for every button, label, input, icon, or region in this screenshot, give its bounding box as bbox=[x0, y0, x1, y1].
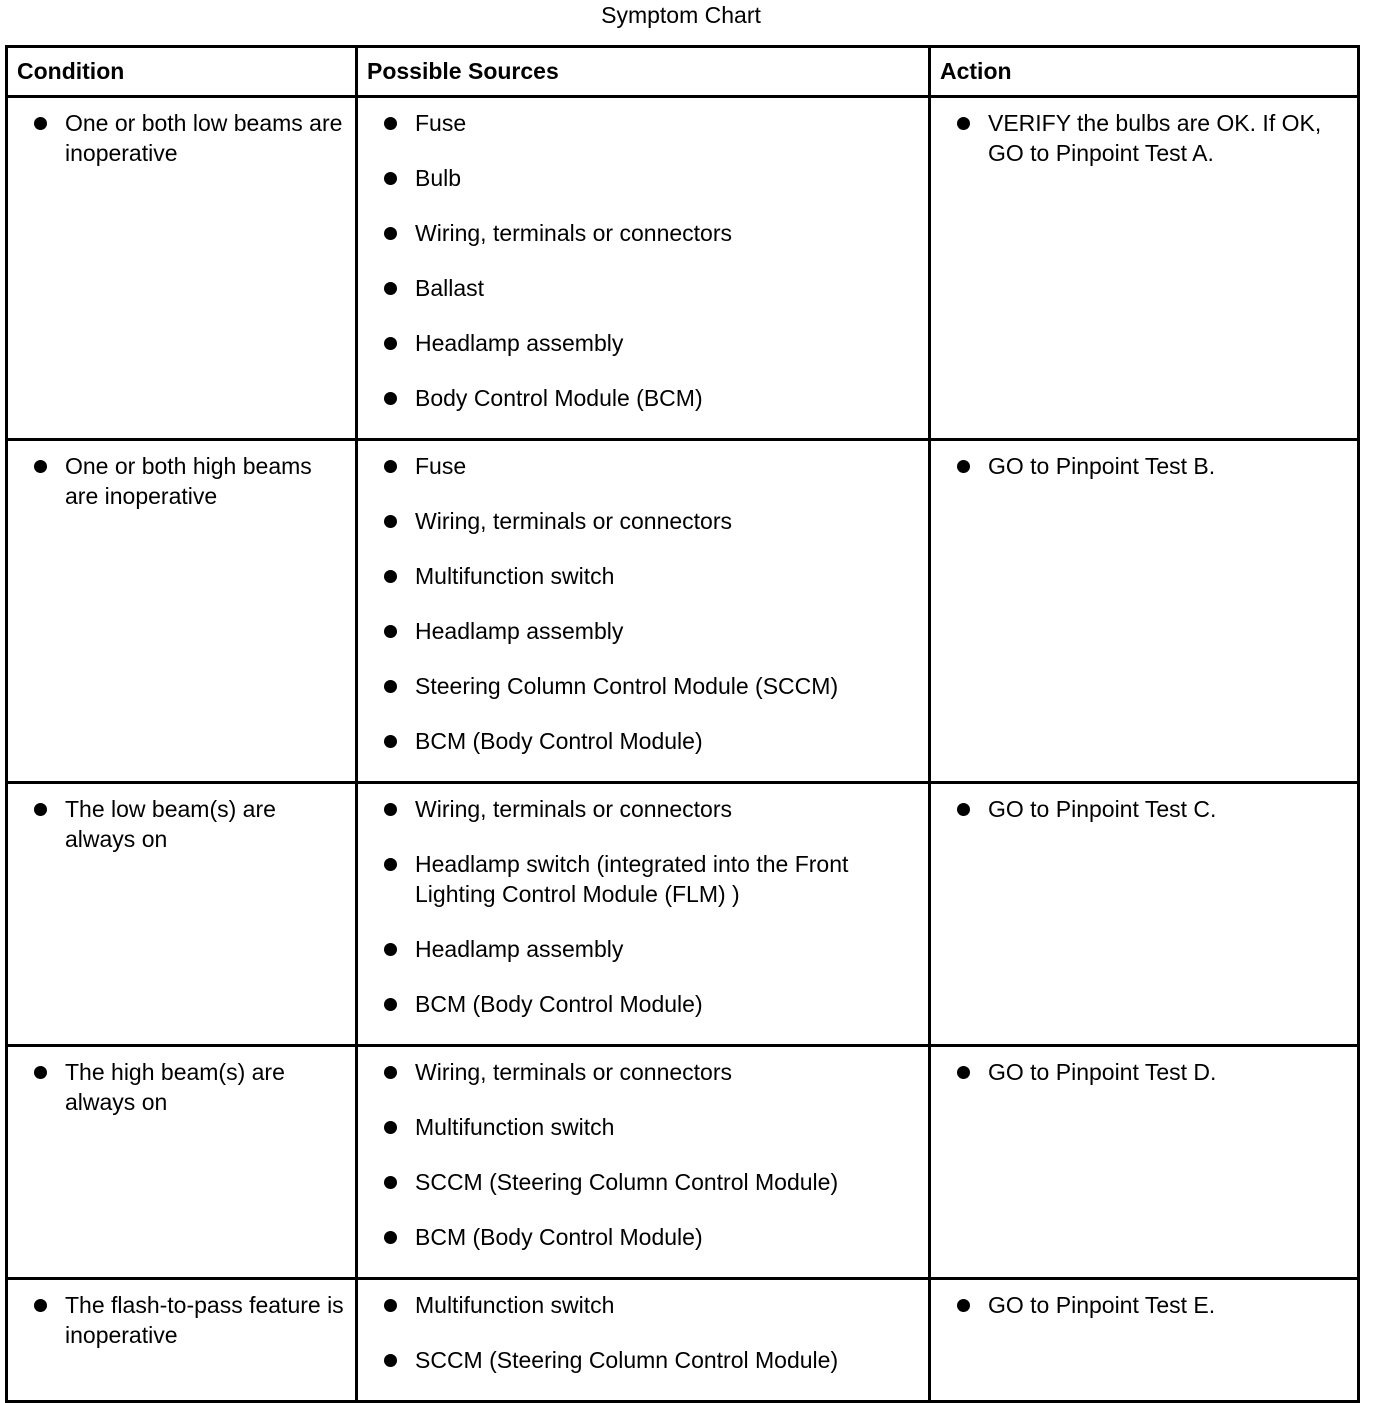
item-text: Multifunction switch bbox=[415, 563, 615, 589]
list-item bbox=[358, 506, 928, 536]
bullet-icon bbox=[384, 460, 397, 473]
bullet-icon bbox=[384, 625, 397, 638]
item-text: Wiring, terminals or connectors bbox=[415, 508, 732, 534]
list-item bbox=[358, 273, 928, 303]
item-text: Wiring, terminals or connectors bbox=[415, 796, 732, 822]
list-item bbox=[931, 108, 1357, 168]
item-text: BCM (Body Control Module) bbox=[415, 1224, 703, 1250]
bullet-icon bbox=[34, 117, 47, 130]
list-item bbox=[358, 1222, 928, 1252]
bullet-icon bbox=[384, 1176, 397, 1189]
list-item bbox=[8, 108, 355, 168]
chart-title: Symptom Chart bbox=[601, 2, 761, 28]
action-cell bbox=[930, 1046, 1359, 1279]
action-list bbox=[931, 441, 1357, 481]
item-text: Body Control Module (BCM) bbox=[415, 385, 703, 411]
bullet-icon bbox=[384, 172, 397, 185]
item-text: Wiring, terminals or connectors bbox=[415, 220, 732, 246]
condition-list bbox=[8, 98, 355, 168]
item-text: Headlamp switch (integrated into the Front Lighting Control Module (FLM) ) bbox=[415, 851, 849, 907]
bullet-icon bbox=[384, 337, 397, 350]
bullet-icon bbox=[384, 943, 397, 956]
item-text: Fuse bbox=[415, 453, 467, 479]
action-list bbox=[931, 1280, 1357, 1320]
list-item bbox=[8, 794, 355, 854]
action-cell bbox=[930, 440, 1359, 783]
condition-cell bbox=[7, 97, 357, 440]
item-text: Headlamp assembly bbox=[415, 618, 624, 644]
list-item bbox=[358, 671, 928, 701]
list-item bbox=[358, 1345, 928, 1375]
item-text: Fuse bbox=[415, 110, 467, 136]
bullet-icon bbox=[957, 803, 970, 816]
symptom-table bbox=[5, 45, 1360, 1403]
list-item bbox=[358, 989, 928, 1019]
item-text: The high beam(s) are always on bbox=[65, 1059, 285, 1115]
action-list bbox=[931, 1047, 1357, 1087]
item-text: Multifunction switch bbox=[415, 1114, 615, 1140]
table-row bbox=[7, 440, 1359, 783]
list-item bbox=[358, 108, 928, 138]
list-item bbox=[358, 561, 928, 591]
bullet-icon bbox=[957, 117, 970, 130]
list-item bbox=[931, 794, 1357, 824]
bullet-icon bbox=[384, 803, 397, 816]
condition-list bbox=[8, 784, 355, 854]
header-action: Action bbox=[930, 47, 1359, 97]
condition-cell bbox=[7, 440, 357, 783]
item-text: GO to Pinpoint Test E. bbox=[988, 1292, 1216, 1318]
item-text: VERIFY the bulbs are OK. If OK, GO to Pinpoint Test A. bbox=[988, 110, 1322, 166]
table-row bbox=[7, 1046, 1359, 1279]
item-text: One or both high beams are inoperative bbox=[65, 453, 312, 509]
bullet-icon bbox=[957, 1066, 970, 1079]
sources-list bbox=[358, 1280, 928, 1375]
header-row bbox=[7, 47, 1359, 97]
item-text: One or both low beams are inoperative bbox=[65, 110, 343, 166]
list-item bbox=[358, 163, 928, 193]
list-item bbox=[8, 1057, 355, 1117]
bullet-icon bbox=[384, 1231, 397, 1244]
sources-list bbox=[358, 784, 928, 1019]
list-item bbox=[358, 451, 928, 481]
header-condition: Condition bbox=[7, 47, 357, 97]
bullet-icon bbox=[384, 282, 397, 295]
table-row bbox=[7, 97, 1359, 440]
action-cell bbox=[930, 783, 1359, 1046]
bullet-icon bbox=[34, 1066, 47, 1079]
bullet-icon bbox=[384, 735, 397, 748]
header-possible-sources: Possible Sources bbox=[357, 47, 930, 97]
action-cell bbox=[930, 1279, 1359, 1402]
action-cell bbox=[930, 97, 1359, 440]
list-item bbox=[358, 1057, 928, 1087]
condition-list bbox=[8, 441, 355, 511]
item-text: The low beam(s) are always on bbox=[65, 796, 276, 852]
list-item bbox=[8, 451, 355, 511]
bullet-icon bbox=[384, 1121, 397, 1134]
list-item bbox=[931, 451, 1357, 481]
condition-list bbox=[8, 1047, 355, 1117]
item-text: Headlamp assembly bbox=[415, 936, 624, 962]
list-item bbox=[8, 1290, 355, 1350]
bullet-icon bbox=[384, 1066, 397, 1079]
item-text: BCM (Body Control Module) bbox=[415, 991, 703, 1017]
item-text: Steering Column Control Module (SCCM) bbox=[415, 673, 839, 699]
item-text: Bulb bbox=[415, 165, 462, 191]
bullet-icon bbox=[384, 515, 397, 528]
list-item bbox=[931, 1290, 1357, 1320]
table-row bbox=[7, 783, 1359, 1046]
condition-cell bbox=[7, 783, 357, 1046]
item-text: Wiring, terminals or connectors bbox=[415, 1059, 732, 1085]
bullet-icon bbox=[384, 680, 397, 693]
list-item bbox=[358, 218, 928, 248]
list-item bbox=[358, 328, 928, 358]
sources-cell bbox=[357, 97, 930, 440]
item-text: Multifunction switch bbox=[415, 1292, 615, 1318]
list-item bbox=[358, 849, 928, 909]
condition-list bbox=[8, 1280, 355, 1350]
bullet-icon bbox=[384, 570, 397, 583]
sources-cell bbox=[357, 783, 930, 1046]
sources-list bbox=[358, 1047, 928, 1252]
list-item bbox=[358, 726, 928, 756]
item-text: BCM (Body Control Module) bbox=[415, 728, 703, 754]
item-text: GO to Pinpoint Test C. bbox=[988, 796, 1217, 822]
bullet-icon bbox=[384, 392, 397, 405]
list-item bbox=[358, 616, 928, 646]
item-text: SCCM (Steering Column Control Module) bbox=[415, 1169, 839, 1195]
list-item bbox=[358, 383, 928, 413]
table-row bbox=[7, 1279, 1359, 1402]
item-text: GO to Pinpoint Test B. bbox=[988, 453, 1216, 479]
list-item bbox=[358, 1167, 928, 1197]
sources-cell bbox=[357, 1046, 930, 1279]
action-list bbox=[931, 98, 1357, 168]
list-item bbox=[358, 794, 928, 824]
item-text: Headlamp assembly bbox=[415, 330, 624, 356]
item-text: The flash-to-pass feature is inoperative bbox=[65, 1292, 344, 1348]
bullet-icon bbox=[384, 1354, 397, 1367]
bullet-icon bbox=[34, 460, 47, 473]
bullet-icon bbox=[957, 460, 970, 473]
sources-list bbox=[358, 441, 928, 756]
sources-cell bbox=[357, 440, 930, 783]
item-text: GO to Pinpoint Test D. bbox=[988, 1059, 1217, 1085]
list-item bbox=[358, 1290, 928, 1320]
item-text: Ballast bbox=[415, 275, 485, 301]
list-item bbox=[358, 934, 928, 964]
condition-cell bbox=[7, 1279, 357, 1402]
item-text: SCCM (Steering Column Control Module) bbox=[415, 1347, 839, 1373]
sources-cell bbox=[357, 1279, 930, 1402]
bullet-icon bbox=[34, 803, 47, 816]
list-item bbox=[931, 1057, 1357, 1087]
bullet-icon bbox=[384, 117, 397, 130]
bullet-icon bbox=[384, 858, 397, 871]
action-list bbox=[931, 784, 1357, 824]
bullet-icon bbox=[384, 998, 397, 1011]
condition-cell bbox=[7, 1046, 357, 1279]
bullet-icon bbox=[384, 227, 397, 240]
list-item bbox=[358, 1112, 928, 1142]
sources-list bbox=[358, 98, 928, 413]
